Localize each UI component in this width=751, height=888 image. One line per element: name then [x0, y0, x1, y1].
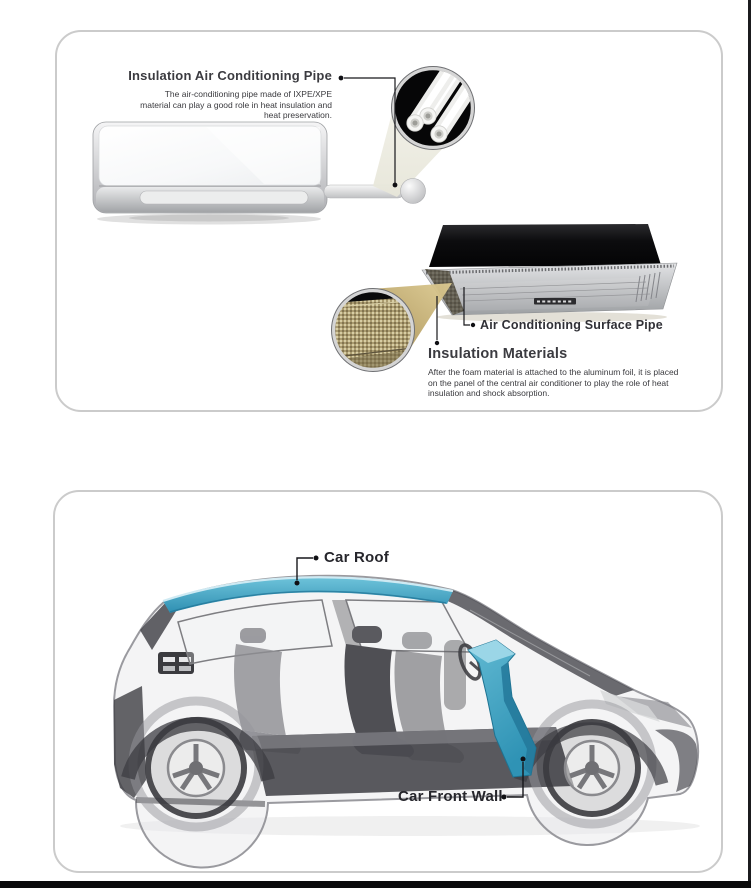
pipe-elbow-ball [401, 179, 426, 204]
cassette-ac-unit [422, 224, 677, 322]
pipe-callout-description: The air-conditioning pipe made of IXPE/XPE material can play a good role in heat insulation and heat preservation. [140, 89, 332, 120]
pipe-callout-title: Insulation Air Conditioning Pipe [128, 68, 332, 83]
car-roof-label: Car Roof [324, 549, 389, 566]
car-front-wheel [546, 722, 638, 814]
insulation-materials-description: After the foam material is attached to the aluminum foil, it is placed on the panel of the central air conditioner to play the role of heat insulation and shock absorption. [428, 367, 679, 398]
foil-magnifier-circle [332, 289, 415, 373]
car-front-wall-label: Car Front Wall [398, 788, 503, 805]
page-footer-bar [0, 881, 751, 888]
car-rear-wheel [148, 720, 244, 816]
surface-pipe-label: Air Conditioning Surface Pipe [480, 318, 663, 332]
insulation-materials-title: Insulation Materials [428, 346, 568, 362]
car-illustration [114, 556, 700, 868]
wall-ac-unit [93, 122, 327, 225]
pipe-magnifier-circle [392, 49, 484, 150]
